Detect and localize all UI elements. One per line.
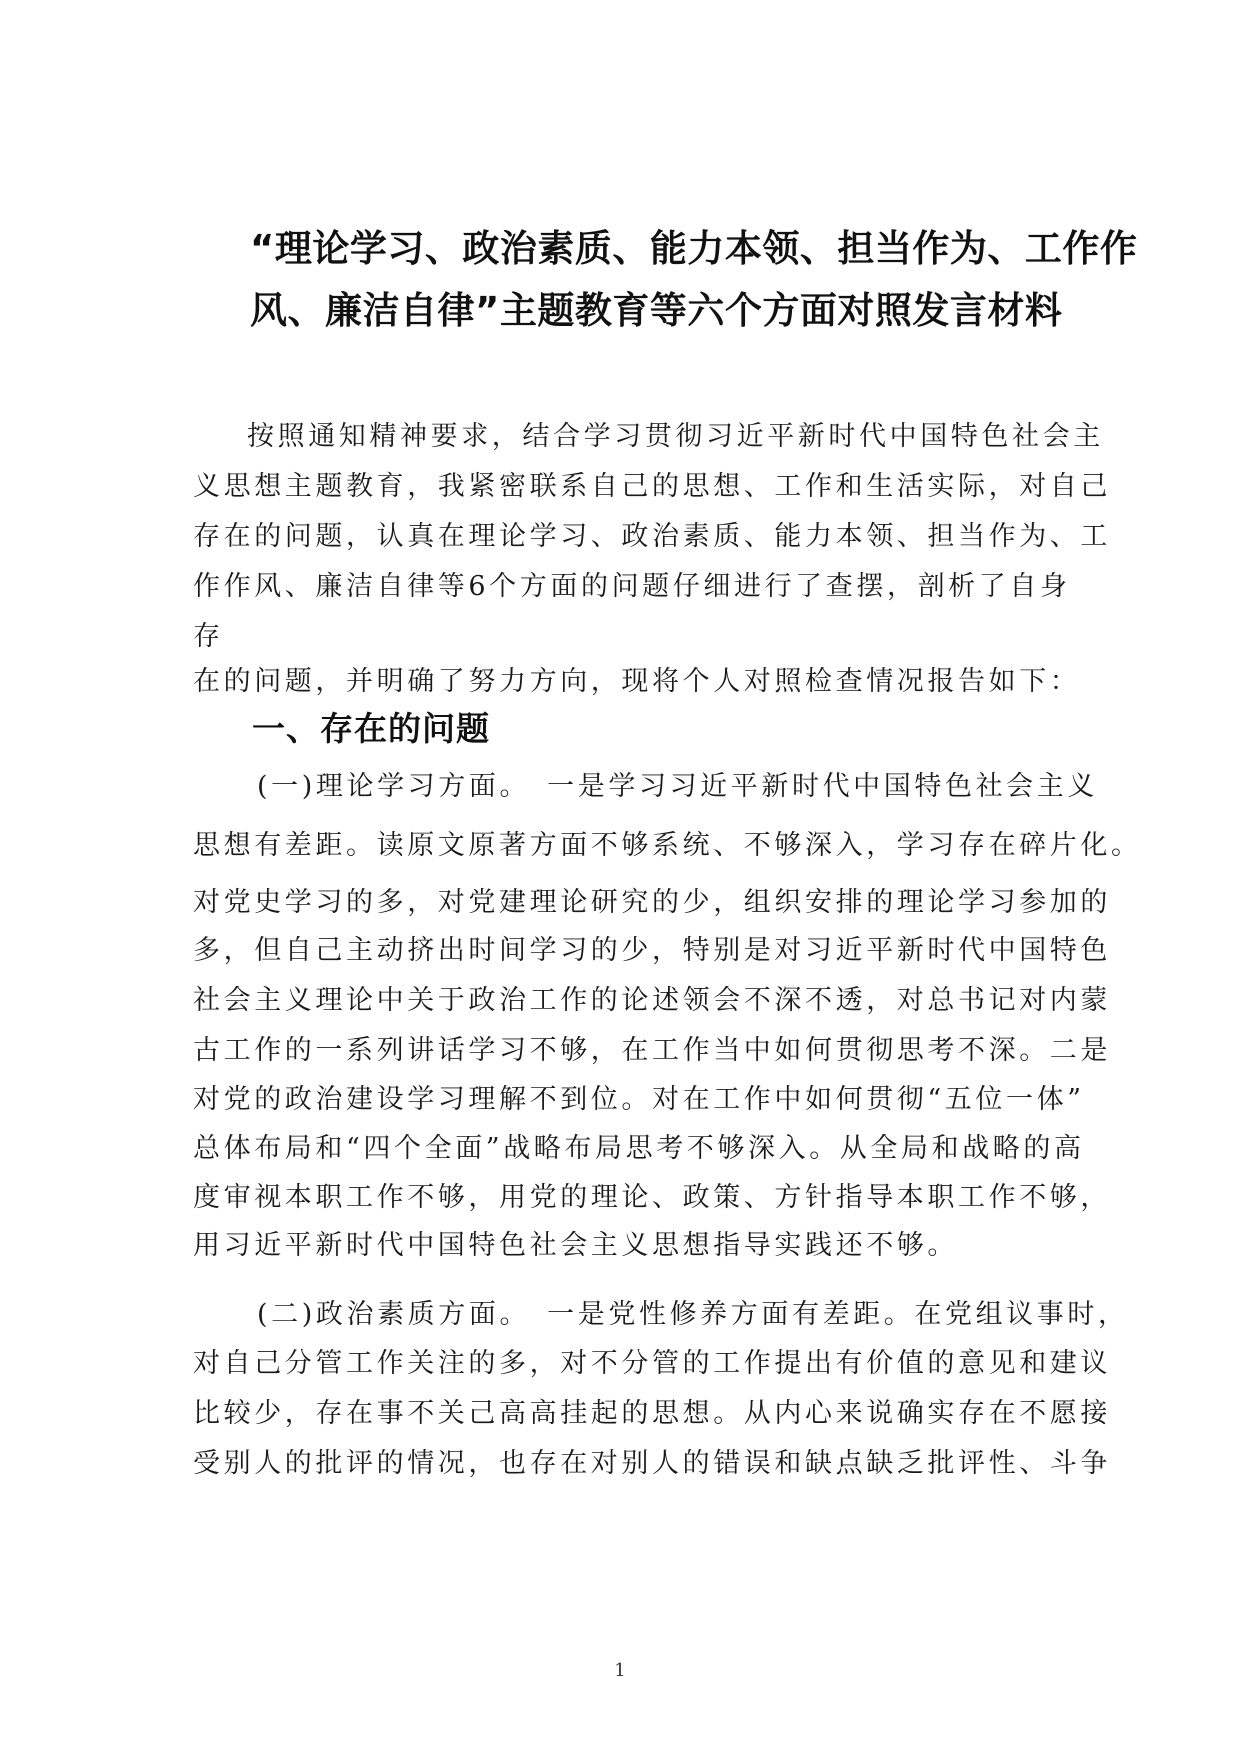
document-title bbox=[250, 218, 1138, 342]
text-line: 存 bbox=[193, 621, 224, 652]
section-heading: 一、存在的问题 bbox=[252, 709, 490, 748]
text-line: 对自己分管工作关注的多，对不分管的工作提出有价值的意见和建议 bbox=[193, 1348, 1111, 1379]
text-line: 思想有差距。读原文原著方面不够系统、不够深入，学习存在碎片化。 bbox=[193, 830, 1142, 861]
title-line: 风、廉洁自律”主题教育等六个方面对照发言材料 bbox=[250, 289, 1063, 332]
text-line: 对党史学习的多，对党建理论研究的少，组织安排的理论学习参加的 bbox=[193, 887, 1111, 918]
text-line: 对党的政治建设学习理解不到位。对在工作中如何贯彻“五位一体” bbox=[193, 1084, 1085, 1115]
text-line: (一)理论学习方面。 一是学习习近平新时代中国特色社会主义 bbox=[257, 771, 1098, 802]
text-line: (二)政治素质方面。 一是党性修养方面有差距。在党组议事时， bbox=[257, 1299, 1129, 1330]
text-line: 在的问题，并明确了努力方向，现将个人对照检查情况报告如下： bbox=[193, 666, 1081, 697]
text-line: 用习近平新时代中国特色社会主义思想指导实践还不够。 bbox=[193, 1230, 958, 1261]
text-line: 存在的问题，认真在理论学习、政治素质、能力本领、担当作为、工 bbox=[193, 521, 1111, 552]
text-line: 度审视本职工作不够，用党的理论、政策、方针指导本职工作不够， bbox=[193, 1182, 1111, 1213]
text-line: 按照通知精神要求，结合学习贯彻习近平新时代中国特色社会主 bbox=[247, 421, 1104, 452]
text-line: 社会主义理论中关于政治工作的论述领会不深不透，对总书记对内蒙 bbox=[193, 985, 1111, 1016]
text-line: 受别人的批评的情况，也存在对别人的错误和缺点缺乏批评性、斗争 bbox=[193, 1448, 1111, 1479]
text-line: 总体布局和“四个全面”战略布局思考不够深入。从全局和战略的高 bbox=[193, 1133, 1085, 1164]
text-line: 古工作的一系列讲话学习不够，在工作当中如何贯彻思考不深。二是 bbox=[193, 1035, 1111, 1066]
text-line: 比较少，存在事不关己高高挂起的思想。从内心来说确实存在不愿接 bbox=[193, 1398, 1111, 1429]
title-line: “理论学习、政治素质、能力本领、担当作为、工作作 bbox=[250, 227, 1138, 270]
text-line: 义思想主题教育，我紧密联系自己的思想、工作和生活实际，对自己 bbox=[193, 471, 1111, 502]
text-line: 作作风、廉洁自律等6个方面的问题仔细进行了查摆，剖析了自身 bbox=[193, 571, 1071, 602]
page-number: 1 bbox=[614, 1660, 626, 1681]
text-line: 多，但自己主动挤出时间学习的少，特别是对习近平新时代中国特色 bbox=[193, 935, 1111, 966]
